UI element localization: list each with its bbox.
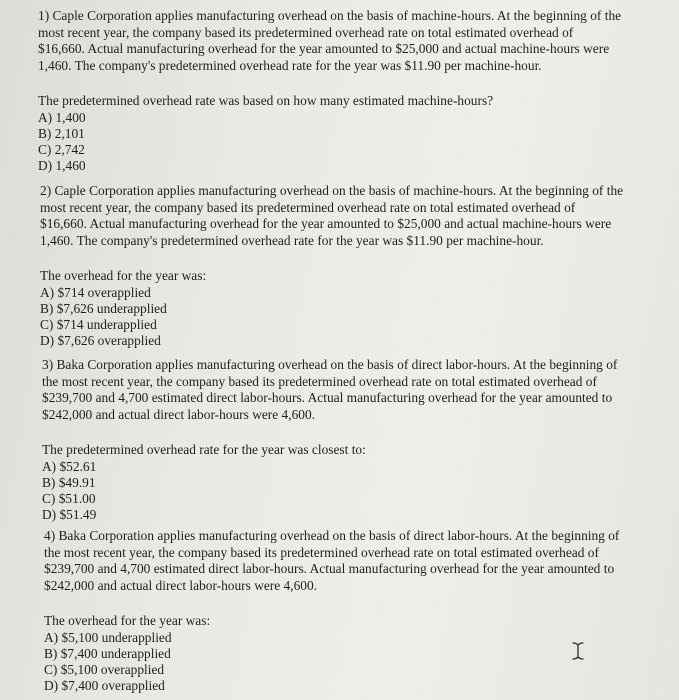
- question-2-options: [40, 285, 625, 350]
- question-4-option-a: A) $5,100 underapplied: [44, 629, 172, 645]
- question-1-option-b: B) 2,101: [38, 125, 85, 141]
- question-2-option-b: B) $7,626 underapplied: [40, 300, 167, 316]
- question-1-options: [38, 110, 623, 175]
- question-2-option-c: C) $714 underapplied: [40, 316, 157, 332]
- question-2: [40, 183, 625, 349]
- question-1-option-c: C) 2,742: [38, 141, 85, 157]
- question-3-options: [42, 459, 627, 524]
- question-3-stem: 3) Baka Corporation applies manufacturing overhead on the basis of direct labor-hours. At the beginning of the most recent year, the company based its predetermined overhead rate on total estimated overhead of $239,700 and 4,700 estimated direct labor-hours. Actual manufacturing overhead for the year amounted to $242,000 and actual direct labor-hours were 4,600.: [42, 357, 618, 422]
- question-1-stem: 1) Caple Corporation applies manufacturing overhead on the basis of machine-hours. At the beginning of the most recent year, the company based its predetermined overhead rate on total estimated overhead of $16,660. Actual manufacturing overhead for the year amounted to $25,000 and actual machine-hours were 1,460. The company's predetermined overhead rate for the year was $11.90 per machine-hour.: [38, 8, 622, 73]
- question-3: [42, 357, 627, 523]
- question-4-options: [44, 630, 629, 695]
- question-1-option-d: D) 1,460: [38, 158, 86, 174]
- question-4-prompt: The overhead for the year was:: [44, 613, 211, 628]
- question-2-option-a: A) $714 overapplied: [40, 284, 151, 300]
- question-3-prompt: The predetermined overhead rate for the year was closest to:: [42, 442, 366, 457]
- question-4-option-d: D) $7,400 overapplied: [44, 678, 165, 694]
- question-4-stem: 4) Baka Corporation applies manufacturing overhead on the basis of direct labor-hours. At the beginning of the most recent year, the company based its predetermined overhead rate on total estimated overhead of $239,700 and 4,700 estimated direct labor-hours. Actual manufacturing overhead for the year amounted to $242,000 and actual direct labor-hours were 4,600.: [44, 528, 620, 593]
- question-3-option-a: A) $52.61: [42, 458, 97, 474]
- question-4-option-c: C) $5,100 overapplied: [44, 661, 165, 677]
- question-2-option-d: D) $7,626 overapplied: [40, 333, 161, 349]
- question-4: [44, 528, 629, 694]
- question-1: [38, 8, 623, 174]
- question-2-prompt: The overhead for the year was:: [40, 268, 207, 283]
- question-1-prompt: The predetermined overhead rate was based on how many estimated machine-hours?: [38, 93, 494, 108]
- question-3-option-b: B) $49.91: [42, 474, 96, 490]
- question-3-option-c: C) $51.00: [42, 490, 96, 506]
- question-4-option-b: B) $7,400 underapplied: [44, 645, 171, 661]
- question-3-option-d: D) $51.49: [42, 507, 97, 523]
- question-1-option-a: A) 1,400: [38, 109, 86, 125]
- question-2-stem: 2) Caple Corporation applies manufacturing overhead on the basis of machine-hours. At the beginning of the most recent year, the company based its predetermined overhead rate on total estimated overhead of $16,660. Actual manufacturing overhead for the year amounted to $25,000 and actual machine-hours were 1,460. The company's predetermined overhead rate for the year was $11.90 per machine-hour.: [40, 183, 624, 248]
- text-cursor-icon: [572, 642, 584, 660]
